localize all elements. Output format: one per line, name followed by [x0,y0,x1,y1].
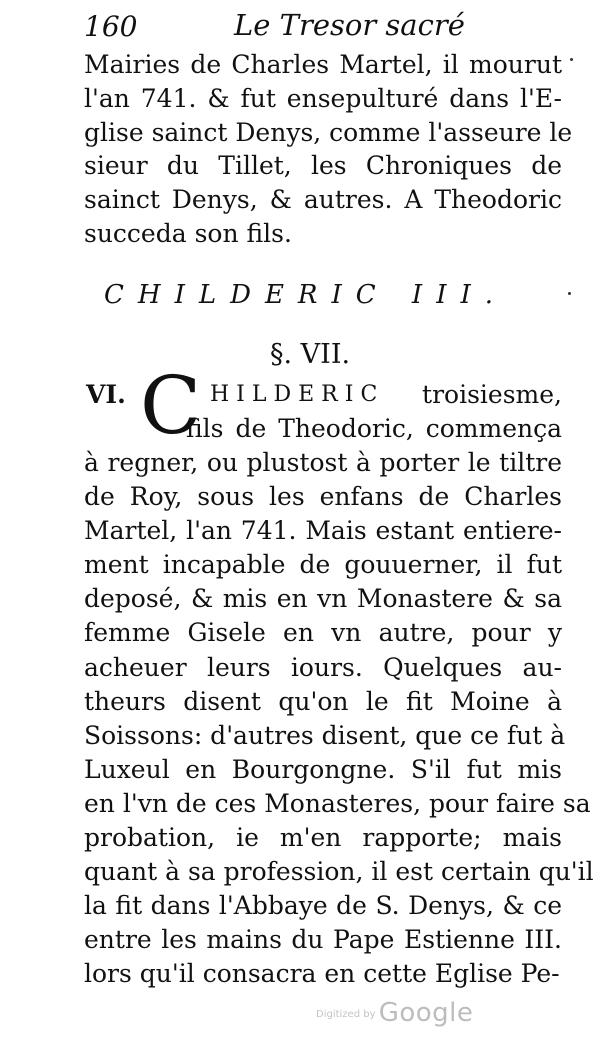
first-line-rest: troisiesme, [422,380,562,409]
text-line: sainct Denys, & autres. A Theodoric [84,185,562,215]
text-line: l'an 741. & fut ensepulturé dans l'E- [84,83,562,113]
text-line: entre les mains du Pape Estienne III. [84,925,562,955]
text-line: en l'vn de ces Monasteres, pour faire sa [84,788,591,818]
text-line: theurs disent qu'on le fit Moine à [84,686,562,716]
ink-speck [570,58,573,61]
paragraph-marker: VI. [86,380,126,409]
text-line: acheuer leurs iours. Quelques au- [84,652,562,682]
chapter-title: CHILDERIC III. [104,280,508,310]
opening-text-block [84,48,573,251]
digitization-watermark [316,998,473,1028]
text-line: ment incapable de gouuerner, il fut [84,550,562,580]
text-line: deposé, & mis en vn Monastere & sa [84,584,562,614]
text-line: Martel, l'an 741. Mais estant entiere- [84,516,562,546]
running-head: Le Tresor sacré [234,8,465,42]
text-line: glise sainct Denys, comme l'asseure le [84,117,573,147]
ink-speck [568,292,571,295]
second-line: fils de Theodoric, commença [186,414,562,443]
text-line: Luxeul en Bourgongne. S'il fut mis [84,754,562,784]
text-line: à regner, ou plustost à porter le tiltre [84,448,562,477]
text-line: Soissons: d'autres disent, que ce fut à [84,720,566,750]
first-word-small-caps: HILDERIC [210,382,385,407]
text-line: sieur du Tillet, les Chroniques de [84,151,562,181]
watermark-brand: Google [378,998,474,1028]
section-heading: §. VII. [270,339,351,370]
text-line: Mairies de Charles Martel, il mourut [84,50,562,79]
text-line: femme Gisele en vn autre, pour y [84,618,562,648]
text-line: lors qu'il consacra en cette Eglise Pe- [84,959,560,989]
text-line: la fit dans l'Abbaye de S. Denys, & ce [84,891,562,921]
text-line: quant à sa profession, il est certain qu'il [84,857,594,887]
text-line: de Roy, sous les enfans de Charles [84,482,562,512]
text-line: probation, ie m'en rapporte; mais [84,823,562,853]
page-number: 160 [84,10,138,43]
main-text-block [84,446,594,992]
watermark-prefix: Digitized by [316,1009,376,1020]
drop-cap: C [140,359,202,452]
text-line: succeda son fils. [84,218,292,248]
page-header [84,4,544,44]
